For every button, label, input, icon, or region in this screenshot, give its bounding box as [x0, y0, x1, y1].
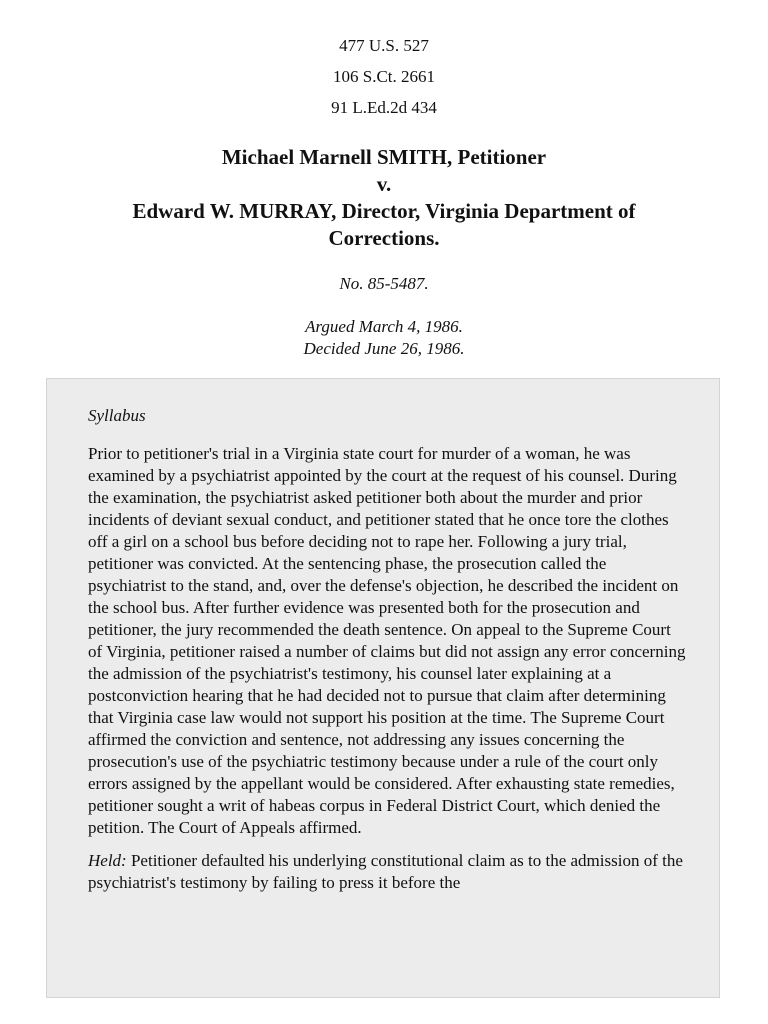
- argued-date: Argued March 4, 1986.: [305, 317, 463, 336]
- syllabus-content: [88, 405, 688, 894]
- lawyers-edition-citation: 91 L.Ed.2d 434: [331, 98, 437, 117]
- held-text: Petitioner defaulted his underlying constitutional claim as to the admission of the psychiatrist's testimony by failing to press it before the: [88, 851, 683, 892]
- case-dates: [0, 316, 768, 360]
- decided-date: Decided June 26, 1986.: [303, 339, 465, 358]
- respondent-name-line1: Edward W. MURRAY, Director, Virginia Department of: [132, 199, 636, 223]
- held-paragraph: [88, 850, 688, 894]
- petitioner-name: Michael Marnell SMITH, Petitioner: [221, 145, 547, 169]
- us-reports-citation: 477 U.S. 527: [339, 36, 429, 55]
- case-caption: [40, 144, 728, 252]
- held-label: Held:: [88, 851, 127, 870]
- docket-number: No. 85-5487.: [339, 274, 429, 293]
- respondent-name-line2: Corrections.: [328, 226, 440, 250]
- versus-text: v.: [376, 172, 392, 196]
- syllabus-summary-paragraph: Prior to petitioner's trial in a Virginia state court for murder of a woman, he was examined by a psychiatrist appointed by the court at the request of his counsel. During the examination, the psychiatrist asked petitioner both about the murder and prior incidents of deviant sexual conduct, and petitioner stated that he once tore the clothes off a girl on a school bus before deciding not to rape her. Following a jury trial, petitioner was convicted. At the sentencing phase, the prosecution called the psychiatrist to the stand, and, over the defense's objection, he described the incident on the school bus. After further evidence was presented both for the prosecution and petitioner, the jury recommended the death sentence. On appeal to the Supreme Court of Virginia, petitioner raised a number of claims but did not assign any error concerning the admission of the psychiatrist's testimony, his counsel later explaining at a postconviction hearing that he had decided not to pursue that claim after determining that Virginia case law would not support his position at the time. The Supreme Court affirmed the conviction and sentence, not addressing any issues concerning the prosecution's use of the psychiatric testimony because under a rule of the court only errors assigned by the appellant would be considered. After exhausting state remedies, petitioner sought a writ of habeas corpus in Federal District Court, which denied the petition. The Court of Appeals affirmed.: [88, 444, 686, 837]
- citations-block: [0, 33, 768, 126]
- syllabus-heading: Syllabus: [88, 406, 146, 425]
- supreme-court-reporter-citation: 106 S.Ct. 2661: [332, 67, 436, 86]
- syllabus-panel: [46, 378, 720, 998]
